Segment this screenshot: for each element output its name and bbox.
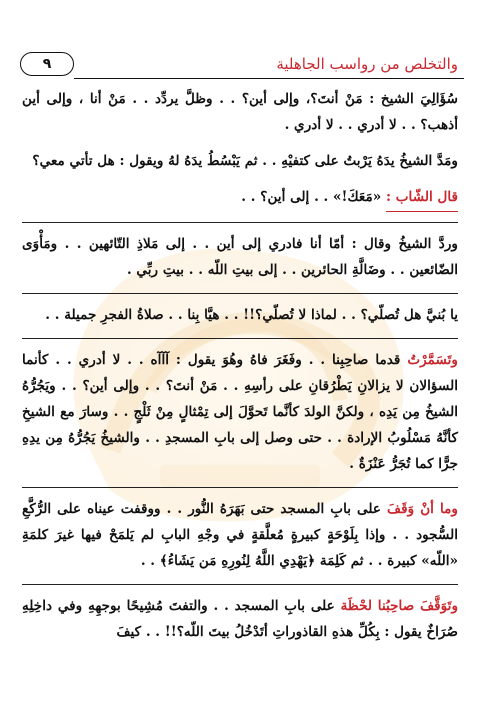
paragraph-5 (22, 302, 458, 328)
page-number-badge (20, 52, 74, 76)
paragraph-text: «مَعَكَ!» . . إلى أين؟ . . (241, 189, 382, 205)
paragraph-divider (22, 293, 458, 294)
paragraph-text: وردَّ الشيخُ وقال : أمّا أنا فادري إلى أين . . إلى مَلاذِ التّائهين . . ومَأْوَى الضّائعين . . وضَالَّةِ الحائرين . . إلى بيتِ اللّه . . بيتِ ربِّي . (22, 236, 458, 278)
page-number: ٩ (42, 56, 52, 72)
paragraph-text: يا بُنيَّ هل تُصلّي؟ . . لماذا لا تُصلّي؟!! . . هيَّا بِنا . . صلاةُ الفجرِ جميلة . . (45, 307, 458, 323)
header-rule (74, 78, 464, 79)
paragraph-lead: قال الشّاب : (386, 184, 458, 212)
paragraph-text: سُؤَالِيَ الشيخ : مَنْ أنتَ؟، وإلى أين؟ . . وظلَّ يردِّد . . مَنْ أنا ، وإلى أين أذهب؟ . . لا أدري . . لا أدري . (22, 91, 458, 133)
paragraph-lead: وتَوَقَّفَ صاحِبُنا لحْظَة (340, 598, 459, 614)
running-header-title: والتخلص من رواسب الجاهلية (276, 55, 458, 73)
paragraph-text: على بابِ المسجد حتى بَهَرَهُ النُّور . . ووقفت عيناه على الرُّكَّعِ السُّجود . . وإذا بِلَوْحَةٍ كبيرةٍ مُعلَّقةٍ في وجْهِ البابِ لم يَلمَحْ فيها غيرَ كلمَةِ «اللّه» كبيرة . . ثم كَلِمَة ﴿يَهْدِي اللَّهُ لِنُورِهِ مَن يَشَاءُ﴾ . . (22, 501, 458, 569)
paragraph-divider (22, 487, 458, 488)
paragraph-divider (22, 338, 458, 339)
paragraph-text: قدما صاحِبِنا . . وفَغَرَ فاهُ وهُوَ يقول : آآآه . . لا أدري . . كأنما السؤالان لا يزالانِ يَطْرُقانِ على رأسِهِ . . مَنْ أنتَ؟ . . وإلى أين؟ . . ويَجُرُّهُ الشيخُ مِن يَدِه ، ولكنَّ الولدَ كأنَّما تَحوَّلَ إلى تِمْثالٍ مِنْ ثَلْجٍ . . وسارَ مع الشيخِ كأنَّهُ مَسْلُوبُ الإرادة . . حتى وصل إلى بابِ المسجدِ . . والشيخُ يَجُرُّهُ مِن يدِهِ جرًّا كما تُجَرُّ عَنْزَةٌ . (22, 352, 458, 472)
paragraph-text: ومَدَّ الشيخُ يدَهُ يَرْبتُ على كتفيْهِ . . ثم يَبْسُطُ يدَهُ لهُ ويقول : هل تأتي معي؟ (32, 153, 458, 169)
page-header (16, 52, 464, 80)
page-body (22, 86, 458, 655)
paragraph-3 (22, 184, 458, 212)
paragraph-2 (22, 148, 458, 174)
paragraph-divider (22, 584, 458, 585)
paragraph-1 (22, 86, 458, 138)
paragraph-lead: وما أنْ وَقَفَ (387, 501, 458, 517)
paragraph-6 (22, 347, 458, 477)
paragraph-text: على بابِ المسجد . . والتفتَ مُشِيحًا بوجهِهِ وفي داخِلِهِ صُرَاخٌ يقول : بِكُلِّ هذهِ القاذوراتِ أتَدْخُلُ بيتَ اللّه؟!! . . كيفَ (22, 598, 458, 640)
paragraph-divider (22, 222, 458, 223)
paragraph-8 (22, 593, 458, 645)
paragraph-7 (22, 496, 458, 574)
paragraph-4 (22, 231, 458, 283)
paragraph-lead: وتَسَمَّرْتُ (407, 352, 458, 368)
